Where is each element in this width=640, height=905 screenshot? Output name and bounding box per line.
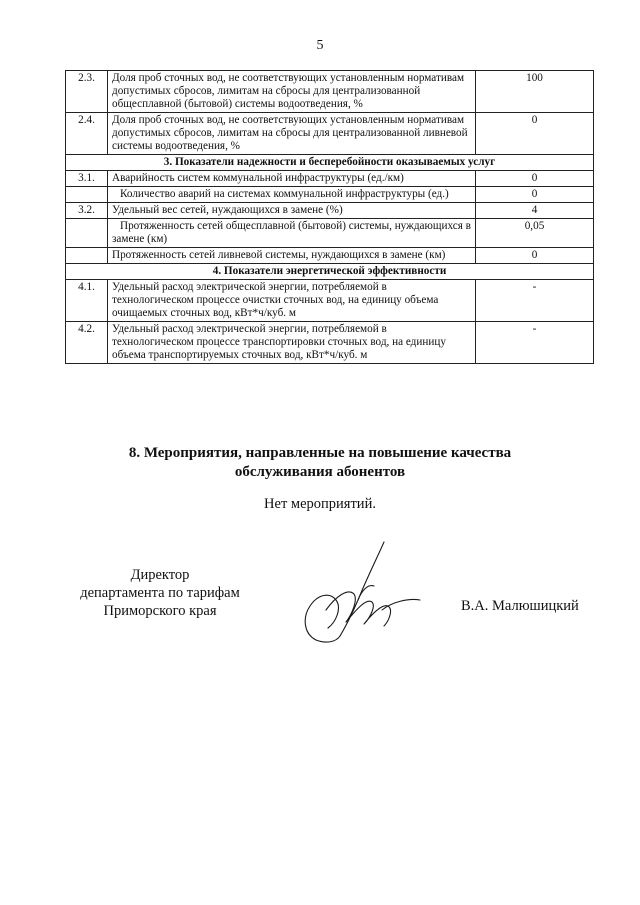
table-row	[66, 203, 594, 219]
row-value: -	[476, 280, 594, 322]
row-value: 4	[476, 203, 594, 219]
no-activities-text: Нет мероприятий.	[264, 496, 376, 512]
row-number: 3.2.	[66, 203, 108, 219]
indicators-table	[65, 70, 594, 364]
row-description: Удельный расход электрической энергии, потребляемой в технологическом процессе транспортировки сточных вод, на единицу объема транспортируемых сточных вод, кВт*ч/куб. м	[108, 322, 476, 364]
signatory-title-line2: департамента по тарифам	[80, 585, 240, 601]
row-number: 2.3.	[66, 71, 108, 113]
table-row	[66, 248, 594, 264]
row-description	[108, 219, 476, 248]
row-value: 0	[476, 248, 594, 264]
row-description-text: Протяженность сетей общесплавной (бытовой) системы, нуждающихся в замене (км)	[112, 220, 471, 245]
row-value: 0	[476, 187, 594, 203]
section-header: 3. Показатели надежности и бесперебойности оказываемых услуг	[66, 155, 594, 171]
row-description-text: Количество аварий на системах коммунальной инфраструктуры (ед.)	[120, 188, 449, 200]
signatory-title-line1: Директор	[130, 567, 190, 583]
row-value: 0,05	[476, 219, 594, 248]
row-description: Доля проб сточных вод, не соответствующих установленным нормативам допустимых сбросов, лимитам на сбросы для централизованной общесплавной (бытовой) системы водоотведения, %	[108, 71, 476, 113]
row-description: Доля проб сточных вод, не соответствующих установленным нормативам допустимых сбросов, лимитам на сбросы для централизованной ливневой системы водоотведения, %	[108, 113, 476, 155]
row-value: 0	[476, 171, 594, 187]
section-header: 4. Показатели энергетической эффективности	[66, 264, 594, 280]
table-row	[66, 71, 594, 113]
table-row	[66, 171, 594, 187]
row-number	[66, 248, 108, 264]
row-description	[108, 187, 476, 203]
handwritten-signature	[296, 540, 426, 650]
row-value: 0	[476, 113, 594, 155]
section-header-row	[66, 155, 594, 171]
signatory-title	[60, 566, 260, 620]
row-value: -	[476, 322, 594, 364]
row-number: 2.4.	[66, 113, 108, 155]
row-value: 100	[476, 71, 594, 113]
row-number: 4.2.	[66, 322, 108, 364]
table-row	[66, 113, 594, 155]
section-8-heading	[60, 444, 580, 482]
row-description: Удельный вес сетей, нуждающихся в замене (%)	[108, 203, 476, 219]
row-number	[66, 187, 108, 203]
signatory-title-line3: Приморского края	[103, 603, 217, 619]
section-8-heading-line1: 8. Мероприятия, направленные на повышение качества	[128, 445, 512, 461]
table-row	[66, 187, 594, 203]
page-number: 5	[316, 38, 324, 53]
signer-name: В.А. Малюшицкий	[461, 598, 579, 614]
row-description: Аварийность систем коммунальной инфраструктуры (ед./км)	[108, 171, 476, 187]
row-number	[66, 219, 108, 248]
row-number: 3.1.	[66, 171, 108, 187]
table-row	[66, 219, 594, 248]
section-header-row	[66, 264, 594, 280]
section-8-heading-line2: обслуживания абонентов	[234, 464, 406, 480]
row-number: 4.1.	[66, 280, 108, 322]
row-description: Удельный расход электрической энергии, потребляемой в технологическом процессе очистки сточных вод, на единицу объема очищаемых сточных вод, кВт*ч/куб. м	[108, 280, 476, 322]
row-description: Протяженность сетей ливневой системы, нуждающихся в замене (км)	[108, 248, 476, 264]
table-row	[66, 322, 594, 364]
table-row	[66, 280, 594, 322]
